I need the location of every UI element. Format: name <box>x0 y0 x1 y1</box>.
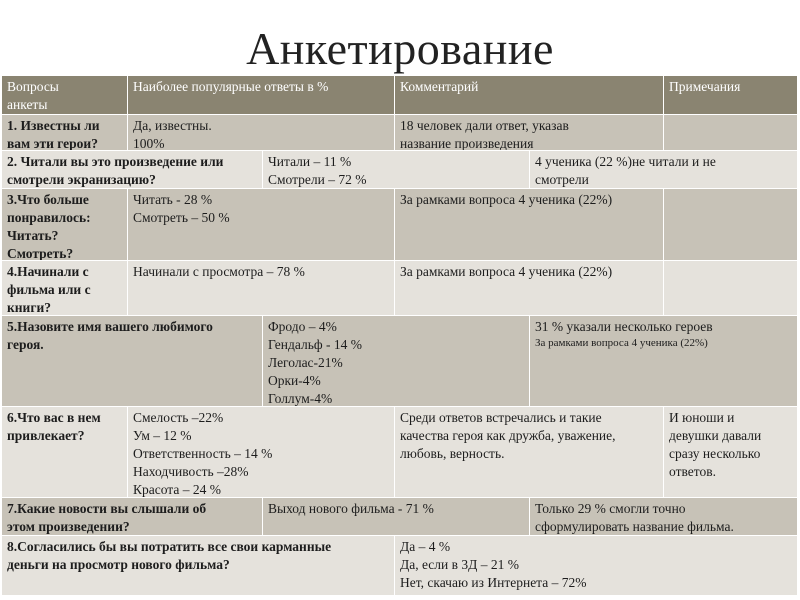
answer-line: Красота – 24 % <box>133 482 221 497</box>
row3-comment <box>395 189 664 261</box>
row6-answers <box>128 407 395 498</box>
answer-line: Смотреть – 50 % <box>133 210 230 225</box>
header-questions <box>2 76 128 115</box>
question-line: деньги на просмотр нового фильма? <box>7 557 230 572</box>
page-title: Анкетирование <box>246 23 554 74</box>
question-line: Смотреть? <box>7 246 74 261</box>
row6-comment <box>395 407 664 498</box>
row5-comment <box>530 316 798 407</box>
row4-question <box>2 261 128 316</box>
question-line: привлекает? <box>7 428 85 443</box>
header-notes: Примечания <box>664 76 798 115</box>
comment-line: Только 29 % смогли точно <box>535 501 686 516</box>
answer-line: Смелость –22% <box>133 410 224 425</box>
answer-line: Голлум-4% <box>268 391 333 406</box>
comment-line: любовь, верность. <box>400 446 505 461</box>
row8-answers <box>395 536 798 596</box>
comment-line: сформулировать название фильма. <box>535 519 734 534</box>
header-questions-line: анкеты <box>7 97 48 112</box>
note-line: сразу несколько <box>669 446 761 461</box>
row7-comment <box>530 498 798 536</box>
row1-note <box>664 115 798 151</box>
header-comment: Комментарий <box>395 76 664 115</box>
question-line: героя. <box>7 337 44 352</box>
question-line: понравилось: <box>7 210 91 225</box>
row4-note <box>664 261 798 316</box>
question-line: 3.Что больше <box>7 192 89 207</box>
row3-question <box>2 189 128 261</box>
note-line: девушки давали <box>669 428 762 443</box>
question-line: 6.Что вас в нем <box>7 410 101 425</box>
question-line: смотрели экранизацию? <box>7 172 156 187</box>
question-line: 8.Согласились бы вы потратить все свои карманные <box>7 539 332 554</box>
note-line: ответов. <box>669 464 716 479</box>
answer-line: Ум – 12 % <box>133 428 192 443</box>
question-line: 4.Начинали с <box>7 264 89 279</box>
answer-line: Фродо – 4% <box>268 319 337 334</box>
answer-line: Леголас-21% <box>268 355 343 370</box>
answer-line: Смотрели – 72 % <box>268 172 367 187</box>
comment-line: За рамками вопроса 4 ученика (22%) <box>400 264 613 279</box>
answer-line: Гендальф - 14 % <box>268 337 362 352</box>
row1-answers <box>128 115 395 151</box>
question-line: 7.Какие новости вы слышали об <box>7 501 207 516</box>
answer-line: Выход нового фильма - 71 % <box>268 501 434 516</box>
row7-question <box>2 498 263 536</box>
answer-line: Читали – 11 % <box>268 154 352 169</box>
comment-line: За рамками вопроса 4 ученика (22%) <box>400 192 613 207</box>
question-line: 1. Известны ли <box>7 118 100 133</box>
answer-line: Да – 4 % <box>400 539 451 554</box>
comment-small-line: За рамками вопроса 4 ученика (22%) <box>535 337 708 349</box>
answer-line: Да, известны. <box>133 118 212 133</box>
answer-line: Ответственность – 14 % <box>133 446 273 461</box>
row4-comment <box>395 261 664 316</box>
answer-line: 100% <box>133 136 165 151</box>
row6-question <box>2 407 128 498</box>
row2-comment <box>530 151 798 189</box>
row5-answers <box>263 316 530 407</box>
row1-comment <box>395 115 664 151</box>
comment-line: смотрели <box>535 172 589 187</box>
row5-question <box>2 316 263 407</box>
header-questions-line: Вопросы <box>7 79 59 94</box>
answer-line: Читать - 28 % <box>133 192 213 207</box>
answer-line: Орки-4% <box>268 373 321 388</box>
question-line: 2. Читали вы это произведение или <box>7 154 224 169</box>
question-line: этом произведении? <box>7 519 130 534</box>
answer-line: Да, если в 3Д – 21 % <box>400 557 519 572</box>
answer-line: Находчивость –28% <box>133 464 249 479</box>
row3-answers <box>128 189 395 261</box>
row3-note <box>664 189 798 261</box>
question-line: Читать? <box>7 228 59 243</box>
comment-line: 18 человек дали ответ, указав <box>400 118 569 133</box>
row6-note <box>664 407 798 498</box>
comment-line: название произведения <box>400 136 534 151</box>
row4-answers <box>128 261 395 316</box>
comment-line: качества героя как дружба, уважение, <box>400 428 616 443</box>
row7-answers <box>263 498 530 536</box>
comment-line: Среди ответов встречались и такие <box>400 410 602 425</box>
row2-answers <box>263 151 530 189</box>
answer-line: Нет, скачаю из Интернета – 72% <box>400 575 587 590</box>
row2-question <box>2 151 263 189</box>
question-line: вам эти герои? <box>7 136 98 151</box>
row8-question <box>2 536 395 596</box>
question-line: 5.Назовите имя вашего любимого <box>7 319 213 334</box>
comment-line: 31 % указали несколько героев <box>535 319 713 334</box>
answer-line: Начинали с просмотра – 78 % <box>133 264 305 279</box>
comment-line: 4 ученика (22 %)не читали и не <box>535 154 716 169</box>
question-line: книги? <box>7 300 51 315</box>
question-line: фильма или с <box>7 282 91 297</box>
header-answers: Наиболее популярные ответы в % <box>128 76 395 115</box>
row1-question <box>2 115 128 151</box>
note-line: И юноши и <box>669 410 735 425</box>
